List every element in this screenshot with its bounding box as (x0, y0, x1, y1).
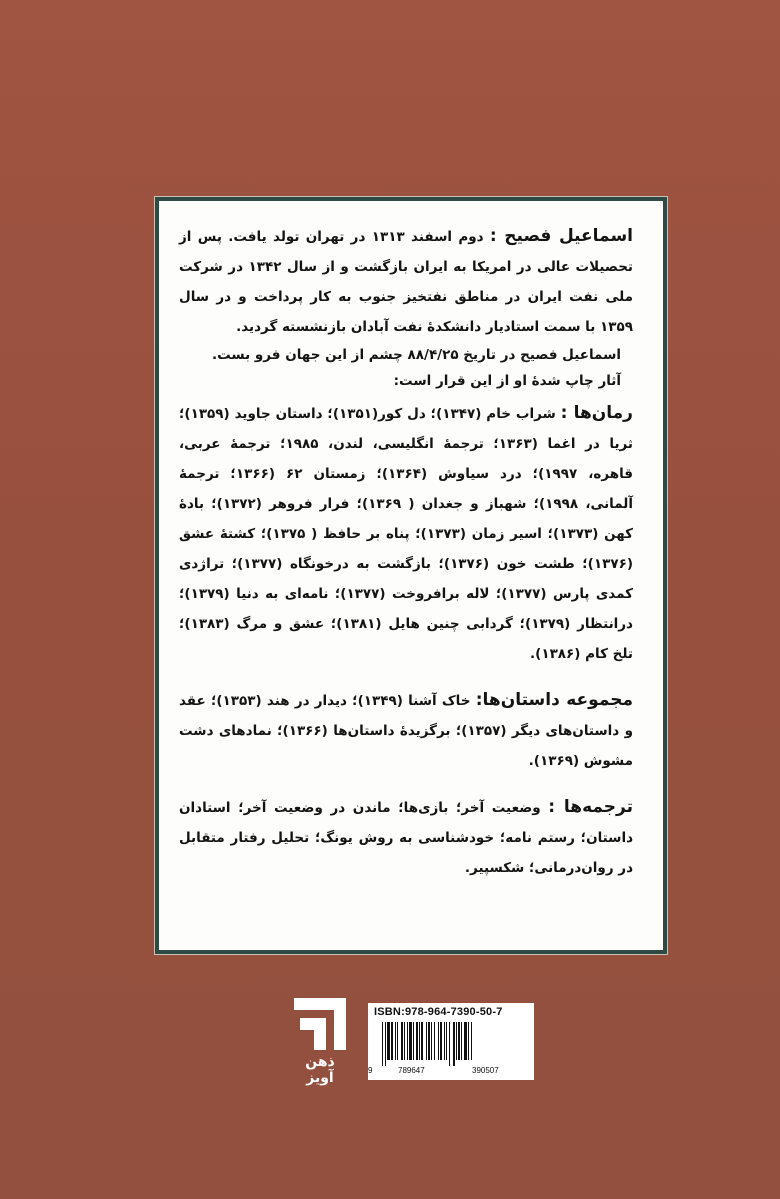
translations-list: وضعیت آخر؛ بازی‌ها؛ ماندن در وضعیت آخر؛ استادان داستان؛ رستم نامه؛ خودشناسی به روش یونگ؛ تحلیل رفتار متقابل در روان‌درمانی؛ شکسپیر. (179, 800, 633, 876)
novels-heading: رمان‌ها : (560, 403, 633, 423)
bio-text: دوم اسفند ۱۳۱۳ در تهران تولد یافت. پس از تحصیلات عالی در امریکا به ایران بازگشت و از سال ۱۳۴۲ در شرکت ملی نفت ایران در مناطق نفتخیز جنوب به کار پرداخت و در سال ۱۳۵۹ با سمت استادیار دانشکدهٔ نفت آبادان بازنشسته گردید. (179, 229, 633, 335)
publisher-name: ذهن آویز (305, 1054, 335, 1086)
stories-section (179, 685, 633, 776)
author-name: اسماعیل فصیح : (489, 226, 633, 246)
barcode-digits-right: 390507 (472, 1066, 499, 1075)
death-note: اسماعیل فصیح در تاریخ ۸۸/۴/۲۵ چشم از این جهان فرو بست. (211, 347, 621, 363)
isbn-label: ISBN:978-964-7390-50-7 (374, 1006, 503, 1018)
author-bio-panel (155, 197, 667, 954)
novels-section (179, 398, 633, 669)
publisher-mark-icon (290, 992, 350, 1054)
isbn-barcode-block (368, 1003, 534, 1080)
works-intro: آثار چاپ شدهٔ او از این قرار است: (393, 373, 621, 389)
novels-list: شراب خام (۱۳۴۷)؛ دل کور(۱۳۵۱)؛ داستان جاوید (۱۳۵۹)؛ ثریا در اغما (۱۳۶۳؛ ترجمهٔ انگلیسی، لندن، ۱۹۸۵؛ ترجمهٔ عربی، قاهره، ۱۹۹۷)؛ درد سیاوش (۱۳۶۴)؛ زمستان ۶۲ (۱۳۶۶؛ ترجمهٔ آلمانی، ۱۹۹۸)؛ شهباز و جغدان ( ۱۳۶۹)؛ فرار فروهر (۱۳۷۲)؛ بادهٔ کهن (۱۳۷۳)؛ اسیر زمان (۱۳۷۳)؛ پناه بر حافظ ( ۱۳۷۵)؛ کشتهٔ عشق (۱۳۷۶)؛ طشت خون (۱۳۷۶)؛ بازگشت به درخونگاه (۱۳۷۷)؛ تراژدی کمدی پارس (۱۳۷۷)؛ لاله برافروخت (۱۳۷۷)؛ نامه‌ای به دنیا (۱۳۷۹)؛ درانتظار (۱۳۷۹)؛ گردابی چنین هایل (۱۳۸۱)؛ عشق و مرگ (۱۳۸۳)؛ تلخ کام (۱۳۸۶). (179, 406, 633, 662)
barcode-digits-mid: 789647 (398, 1066, 425, 1075)
barcode-digit-left: 9 (368, 1066, 373, 1075)
bio-paragraph (179, 221, 633, 342)
barcode-icon (374, 1022, 528, 1066)
stories-list: خاک آشنا (۱۳۴۹)؛ دیدار در هند (۱۳۵۳)؛ عقد و داستان‌های دیگر (۱۳۵۷)؛ برگزیدهٔ داستان‌ها (۱۳۶۶)؛ نمادهای دشت مشوش (۱۳۶۹). (179, 693, 633, 769)
translations-heading: ترجمه‌ها : (548, 797, 634, 817)
stories-heading: مجموعه داستان‌ها: (475, 690, 633, 710)
publisher-logo (290, 992, 350, 1086)
translations-section (179, 792, 633, 883)
